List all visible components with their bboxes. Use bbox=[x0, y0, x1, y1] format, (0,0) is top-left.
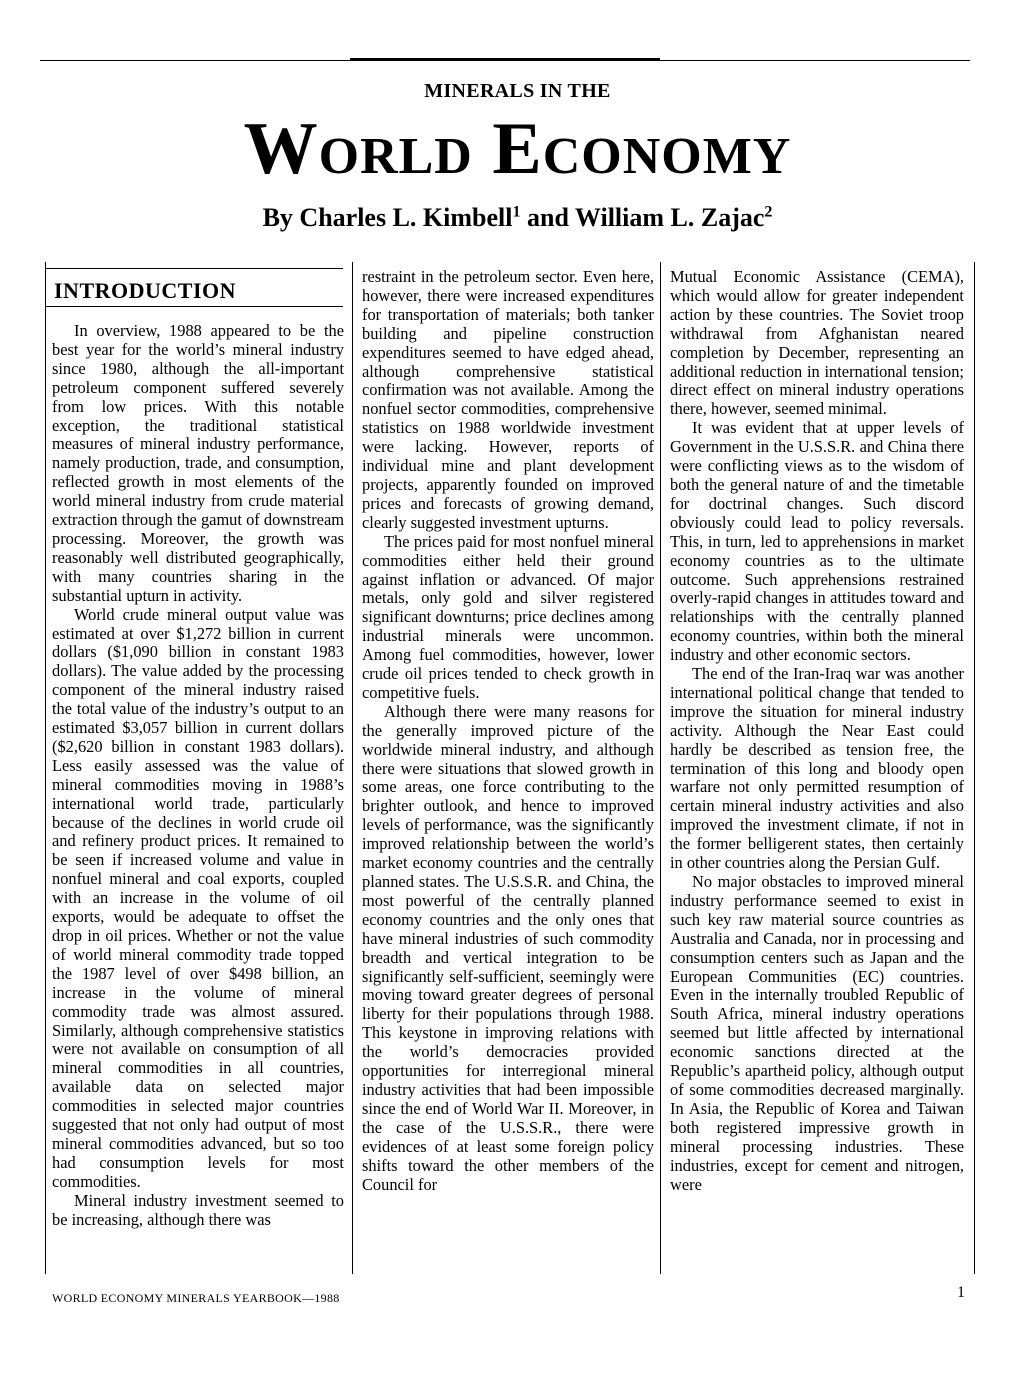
text-column-2 bbox=[362, 268, 654, 1194]
text-column-1 bbox=[52, 322, 344, 1230]
paragraph: Although there were many reasons for the generally improved picture of the worldwide mineral industry, and although there were situations that slowed growth in some areas, one force contributing to the brighter outlook, and hence to improved levels of performance, was the significantly improved relationship between the world’s market economy countries and the centrally planned states. The U.S.S.R. and China, the most powerful of the centrally planned economy countries and the only ones that have mineral industries of such commodity breadth and vertical integration to be significantly self-sufficient, seemingly were moving toward greater degrees of personal liberty for their populations through 1988. This keystone in improving relations with the world’s democracies provided opportunities for interregional mineral industry activities that had been impossible since the end of World War II. Moreover, in the case of the U.S.S.R., there were evidences of at least some foreign policy shifts toward the other members of the Council for bbox=[362, 701, 654, 1194]
paragraph: It was evident that at upper levels of Government in the U.S.S.R. and China there were conflicting views as to the wisdom of both the general nature of and the timetable for doctrinal changes. Such discord obviously could lead to policy reversals. This, in turn, led to apprehensions in market economy countries as to the ultimate outcome. Such apprehensions restrained overly-rapid changes in attitudes toward and relationships with the centrally planned economy countries, within both the mineral industry and other economic sectors. bbox=[670, 418, 964, 665]
paragraph: The end of the Iran-Iraq war was another international political change that tended to improve the situation for mineral industry activity. Although the Near East could hardly be described as tension free, the termination of this long and bloody open warfare not only permitted resumption of certain mineral industry activities and also improved the investment climate, if not in the former belligerent states, then certainly in other countries along the Persian Gulf. bbox=[670, 664, 964, 873]
footnote-ref-2: 2 bbox=[764, 203, 773, 221]
column-divider-2 bbox=[660, 262, 661, 1274]
article-byline bbox=[0, 203, 1035, 233]
paragraph: The prices paid for most nonfuel mineral commodities either held their ground against inflation or advanced. Of major metals, only gold and silver registered significant downturns; price declines among industrial minerals were uncommon. Among fuel commodities, however, lower crude oil prices tended to check growth in competitive fuels. bbox=[362, 531, 654, 702]
footnote-ref-1: 1 bbox=[512, 203, 521, 221]
article-title: World Economy bbox=[243, 108, 792, 190]
section-rule-bottom bbox=[45, 306, 343, 307]
column-border-right bbox=[974, 262, 975, 1274]
page-number: 1 bbox=[957, 1284, 965, 1301]
top-rule-accent bbox=[350, 58, 660, 61]
byline-author-2: and William L. Zajac bbox=[520, 203, 765, 232]
byline-author-1: By Charles L. Kimbell bbox=[262, 203, 513, 232]
paragraph: Mutual Economic Assistance (CEMA), which would allow for greater independent action by these countries. The Soviet troop withdrawal from Afghanistan neared completion by December, representing an additional reduction in international tension; direct effect on mineral industry operations there, however, seemed minimal. bbox=[670, 267, 964, 419]
paragraph: World crude mineral output value was estimated at over $1,272 billion in current dollars ($1,090 billion in constant 1983 dollars). The value added by the processing component of the mineral industry raised the total value of the industry’s output to an estimated $3,057 billion in current dollars ($2,620 billion in constant 1983 dollars). Less easily assessed was the value of mineral commodities moving in 1988’s international world trade, particularly because of the declines in world crude oil and refinery product prices. It remained to be seen if increased volume and value in nonfuel mineral and coal exports, coupled with an increase in the volume of oil exports, would be adequate to offset the drop in oil prices. Whether or not the value of world mineral commodity trade topped the 1987 level of over $498 billion, an increase in the volume of mineral commodity trade was almost assured. Similarly, although comprehensive statistics were not available on consumption of all mineral commodities in all countries, available data on selected major commodities in selected major countries suggested that not only had output of most mineral commodities advanced, but so too had consumption levels for most commodities. bbox=[52, 604, 344, 1191]
paragraph: restraint in the petroleum sector. Even here, however, there were increased expenditures for transportation of materials; both tanker building and pipeline construction expenditures seemed to have edged ahead, although comprehensive statistical confirmation was not available. Among the nonfuel sector commodities, comprehensive statistics on 1988 worldwide investment were lacking. However, reports of individual mine and plant development projects, apparently founded on improved prices and forecasts of growing demand, clearly suggested investment upturns. bbox=[362, 267, 654, 532]
article-kicker: MINERALS IN THE bbox=[424, 80, 611, 102]
paragraph: Mineral industry investment seemed to be increasing, although there was bbox=[52, 1190, 344, 1229]
column-divider-1 bbox=[352, 262, 353, 1274]
paragraph: No major obstacles to improved mineral industry performance seemed to exist in such key raw material source countries as Australia and Canada, nor in processing and consumption centers such as Japan and the European Communities (EC) countries. Even in the internally troubled Republic of South Africa, mineral industry operations seemed but little affected by international economic sanctions directed at the Republic’s apartheid policy, although output of some commodities decreased marginally. In Asia, the Republic of Korea and Taiwan both registered impressive growth in mineral processing industries. These industries, except for cement and nitrogen, were bbox=[670, 872, 964, 1194]
section-rule-top bbox=[45, 268, 343, 269]
paragraph: In overview, 1988 appeared to be the best year for the world’s mineral industry since 1980, although the all-important petroleum component suffered severely from low prices. With this notable exception, the traditional statistical measures of mineral industry performance, namely production, trade, and consumption, reflected growth in most elements of the world mineral industry from crude material extraction through the gamut of downstream processing. Moreover, the growth was reasonably well distributed geographically, with many countries sharing in the substantial upturn in activity. bbox=[52, 321, 344, 605]
text-column-3 bbox=[670, 268, 964, 1194]
running-footer: WORLD ECONOMY MINERALS YEARBOOK—1988 bbox=[52, 1291, 340, 1305]
column-border-left bbox=[45, 262, 46, 1274]
section-heading: INTRODUCTION bbox=[54, 278, 237, 303]
